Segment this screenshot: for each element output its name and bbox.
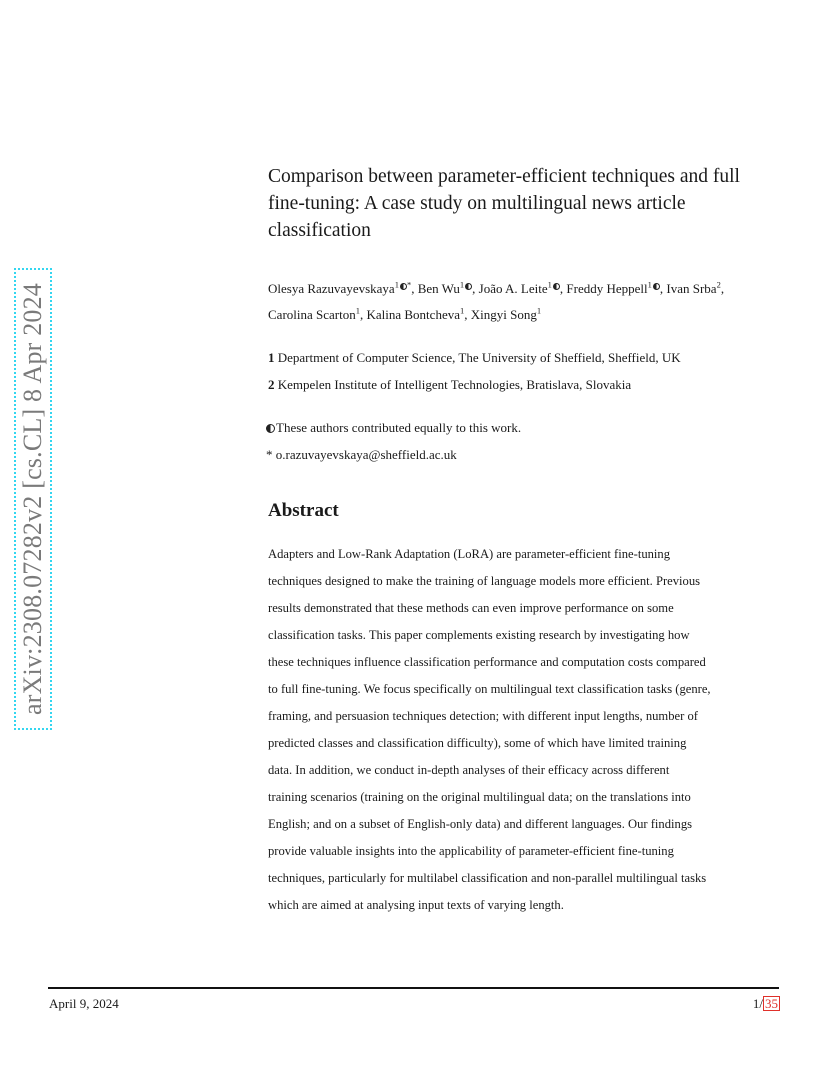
author-name: , Ivan Srba xyxy=(659,281,717,296)
abstract-line: predicted classes and classification difficulty), some of which have limited training xyxy=(268,736,687,750)
current-page: 1 xyxy=(752,996,760,1011)
affiliation-marker: 1 xyxy=(647,279,652,290)
abstract-line: results demonstrated that these methods can even improve performance on some xyxy=(268,601,674,615)
abstract-line: English; and on a subset of English-only data) and different languages. Our findings xyxy=(268,817,693,831)
affiliation-marker: 1 xyxy=(536,305,542,316)
equal-contribution-icon xyxy=(653,283,660,290)
equal-contribution-text: These authors contributed equally to this work. xyxy=(276,420,522,435)
author-separator: , xyxy=(720,281,725,296)
affiliation-marker: 1 xyxy=(459,305,465,316)
affiliation-text: Kempelen Institute of Intelligent Technologies, Bratislava, Slovakia xyxy=(277,377,632,392)
author-list xyxy=(268,276,788,328)
affiliation-marker: 1 xyxy=(355,305,360,316)
affiliation-item xyxy=(268,344,788,371)
affiliation-marker: 2 xyxy=(716,279,721,290)
corresponding-marker: * xyxy=(406,279,412,290)
page-separator: / xyxy=(759,996,763,1011)
abstract-line: framing, and persuasion techniques detection; with different input lengths, number of xyxy=(268,709,698,723)
affiliation-marker: 1 xyxy=(394,279,399,290)
abstract-line: training scenarios (training on the original multilingual data; on the translations into xyxy=(268,790,691,804)
arxiv-stamp xyxy=(14,268,52,730)
abstract-heading: Abstract xyxy=(268,500,339,521)
abstract-line: to full fine-tuning. We focus specifically on multilingual text classification tasks (genre, xyxy=(268,682,711,696)
author-name: Carolina Scarton xyxy=(268,307,356,322)
author-name: Olesya Razuvayevskaya xyxy=(268,281,395,296)
author-name: , Ben Wu xyxy=(411,281,460,296)
footer-rule xyxy=(48,987,779,989)
affiliation-text: Department of Computer Science, The University of Sheffield, Sheffield, UK xyxy=(277,350,681,365)
corresponding-marker: * xyxy=(266,447,273,462)
paper-title: Comparison between parameter-efficient techniques and full fine-tuning: A case study on multilingual news article classification xyxy=(268,166,740,241)
affiliation-item xyxy=(268,371,788,398)
affiliation-number: 2 xyxy=(268,377,275,392)
author-notes xyxy=(266,414,786,468)
affiliation-marker: 1 xyxy=(547,279,552,290)
total-pages-link[interactable]: 35 xyxy=(765,996,778,1011)
abstract-line: Adapters and Low-Rank Adaptation (LoRA) are parameter-efficient fine-tuning xyxy=(268,547,671,561)
affiliation-number: 1 xyxy=(268,350,275,365)
author-name: , Xingyi Song xyxy=(464,307,537,322)
abstract-line: data. In addition, we conduct in-depth analyses of their efficacy across different xyxy=(268,763,670,777)
corresponding-note xyxy=(266,441,786,468)
equal-contribution-icon xyxy=(266,424,275,433)
abstract-body xyxy=(268,541,786,919)
abstract-line: classification tasks. This paper complements existing research by investigating how xyxy=(268,628,690,642)
abstract-line: techniques designed to make the training of language models more efficient. Previous xyxy=(268,574,701,588)
equal-contribution-icon xyxy=(400,283,407,290)
abstract-line: provide valuable insights into the applicability of parameter-efficient fine-tuning xyxy=(268,844,674,858)
page-number xyxy=(753,996,780,1012)
footer-date: April 9, 2024 xyxy=(49,996,119,1011)
abstract-line: techniques, particularly for multilabel classification and non-parallel multilingual tasks xyxy=(268,871,707,885)
equal-contribution-icon xyxy=(553,283,560,290)
arxiv-identifier: arXiv:2308.07282v2 [cs.CL] 8 Apr 2024 xyxy=(18,282,47,716)
author-name: , Freddy Heppell xyxy=(559,281,648,296)
abstract-line: which are aimed at analysing input texts of varying length. xyxy=(268,898,564,912)
affiliation-marker: 1 xyxy=(459,279,465,290)
affiliation-list xyxy=(268,344,788,398)
equal-contribution-note xyxy=(266,414,786,441)
corresponding-email[interactable]: o.razuvayevskaya@sheffield.ac.uk xyxy=(275,447,457,462)
author-name: , Kalina Bontcheva xyxy=(359,307,460,322)
abstract-line: these techniques influence classification performance and computation costs compared xyxy=(268,655,706,669)
author-name: , João A. Leite xyxy=(472,281,548,296)
